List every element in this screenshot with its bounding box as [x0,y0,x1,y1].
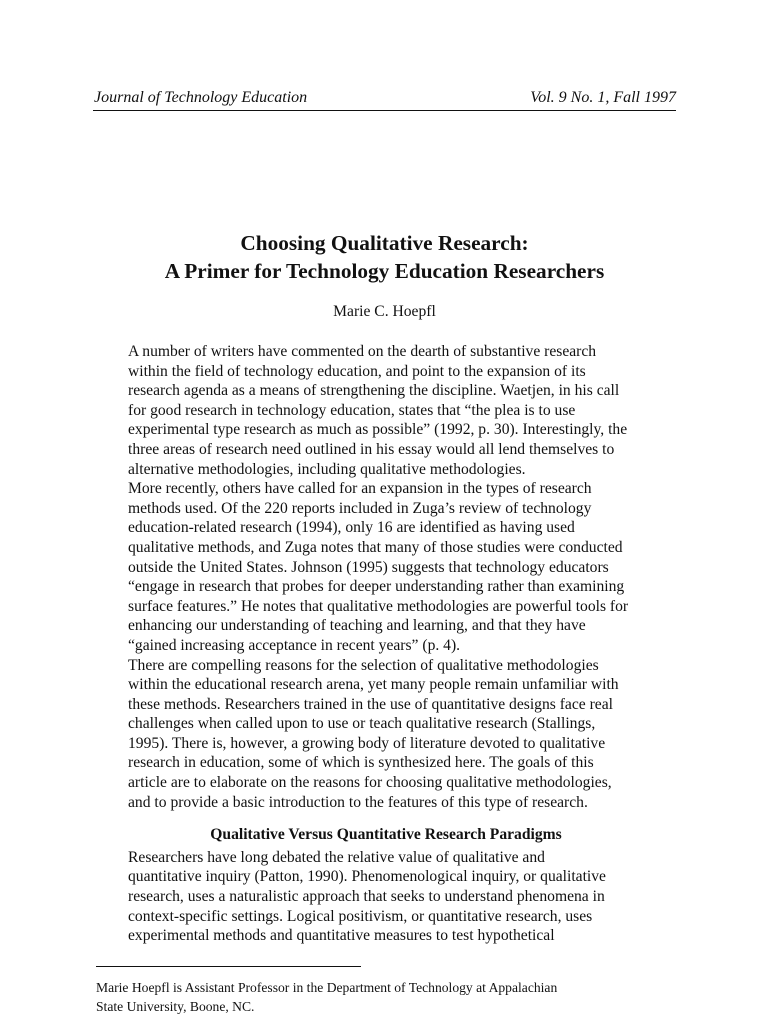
text-line: More recently, others have called for an expansion in the types of research [128,480,592,498]
paragraph-1 [96,342,676,479]
title-line-1: Choosing Qualitative Research: [240,231,529,255]
text-line: context-specific settings. Logical positivism, or quantitative research, uses [128,907,593,925]
text-line: qualitative methods, and Zuga notes that many of those studies were conducted [128,538,623,556]
paragraph-2 [96,479,676,655]
text-line: alternative methodologies, including qualitative methodologies. [128,460,526,478]
text-line: three areas of research need outlined in his essay would all lend themselves to [128,440,615,458]
article-body [96,342,676,946]
section-paragraph [96,848,676,946]
text-line: Researchers have long debated the relative value of qualitative and [128,848,545,866]
paragraph-3 [96,656,676,813]
section-heading: Qualitative Versus Quantitative Research Paradigms [210,826,562,844]
title-line-2: A Primer for Technology Education Researchers [164,259,605,283]
text-line: A number of writers have commented on the dearth of substantive research [128,343,597,360]
text-line: research agenda as a means of strengthening the discipline. Waetjen, in his call [128,382,620,400]
text-line: article are to elaborate on the reasons for choosing qualitative methodologies, [128,774,612,792]
text-line: quantitative inquiry (Patton, 1990). Phenomenological inquiry, or qualitative [128,868,606,886]
author-name: Marie C. Hoepfl [333,303,436,320]
text-line: within the field of technology education, and point to the expansion of its [128,362,586,380]
article-title [93,229,676,285]
text-line: “gained increasing acceptance in recent years” (p. 4). [128,636,461,654]
text-line: and to provide a basic introduction to the features of this type of research. [128,793,588,811]
text-line: within the educational research arena, yet many people remain unfamiliar with [128,676,619,694]
text-line: research, uses a naturalistic approach that seeks to understand phenomena in [128,888,605,906]
volume-issue: Vol. 9 No. 1, Fall 1997 [530,89,676,106]
text-line: experimental methods and quantitative measures to test hypothetical [128,927,555,945]
footnote-divider [96,966,361,967]
text-line: 1995). There is, however, a growing body of literature devoted to qualitative [128,734,606,752]
text-line: these methods. Researchers trained in the use of quantitative designs face real [128,695,613,713]
text-line: research in education, some of which is synthesized here. The goals of this [128,754,594,772]
text-line: enhancing our understanding of teaching and learning, and that they have [128,617,586,635]
running-header [93,88,676,111]
text-line: surface features.” He notes that qualitative methodologies are powerful tools for [128,597,629,615]
text-line: experimental type research as much as possible” (1992, p. 30). Interestingly, the [128,421,628,439]
text-line: challenges when called upon to use or teach qualitative research (Stallings, [128,715,596,733]
text-line: “engage in research that probes for deeper understanding rather than examining [128,578,625,596]
author-footnote [96,978,676,1016]
text-line: outside the United States. Johnson (1995) suggests that technology educators [128,558,609,576]
text-line: methods used. Of the 220 reports included in Zuga’s review of technology [128,499,592,517]
text-line: There are compelling reasons for the selection of qualitative methodologies [128,656,599,674]
footnote-line-1: Marie Hoepfl is Assistant Professor in the Department of Technology at Appalachian [96,980,558,995]
journal-name: Journal of Technology Education [94,89,308,106]
text-line: for good research in technology education, states that “the plea is to use [128,401,576,419]
footnote-line-2: State University, Boone, NC. [96,999,255,1014]
text-line: education-related research (1994), only 16 are identified as having used [128,519,575,537]
